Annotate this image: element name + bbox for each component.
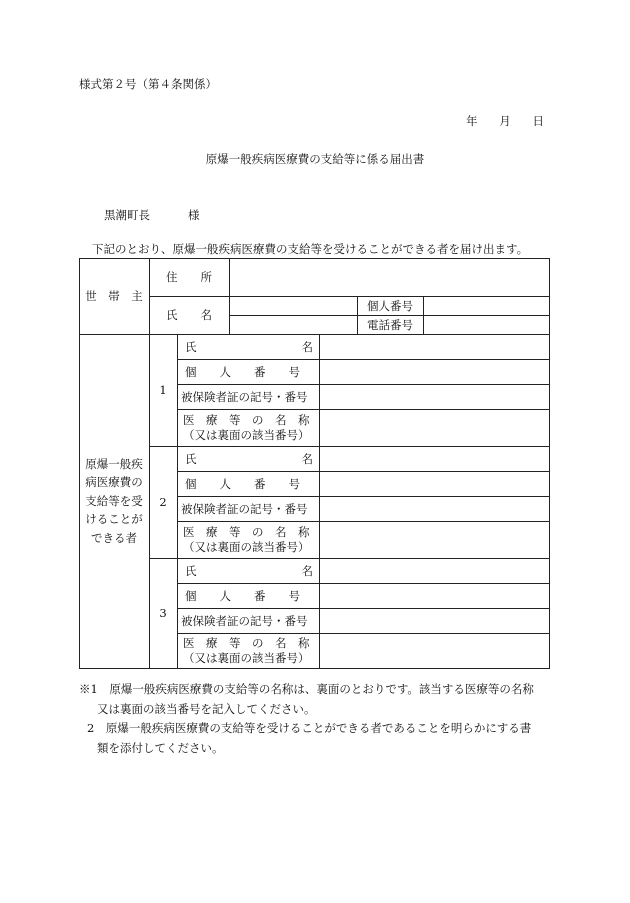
personal-number-label: 個人番号 <box>367 298 413 313</box>
recipient-2-medical-field[interactable] <box>320 522 549 558</box>
recipients-label-line: 病医療費の <box>85 475 143 490</box>
name-label-first: 氏 <box>185 563 197 578</box>
name-label-last: 名 <box>301 339 313 354</box>
recipient-3-insurance-field[interactable] <box>320 609 549 633</box>
recipient-1-number: 1 <box>159 383 167 397</box>
recipient-3-medical-label <box>183 633 319 668</box>
recipient-1-medical-label <box>183 409 319 446</box>
date-month-label: 月 <box>499 114 511 128</box>
medical-label-line2: （又は裏面の該当番号） <box>183 539 310 554</box>
addressee-name: 黒潮町長 <box>104 208 150 222</box>
recipient-2-personal-number-field[interactable] <box>320 472 549 496</box>
note-1-line-2: 又は裏面の該当番号を記入してください。 <box>97 701 316 716</box>
recipients-label-line: できる者 <box>91 530 137 545</box>
name-label-first: 氏 <box>185 339 197 354</box>
notification-table <box>79 258 550 669</box>
note-2-line-1: 2 原爆一般疾病医療費の支給等を受けることができる者であることを明らかにする書 <box>87 721 532 735</box>
medical-label-line1: 医 療 等 の 名 称 <box>183 635 310 650</box>
recipient-3-medical-field[interactable] <box>320 634 549 668</box>
intro-text: 下記のとおり、原爆一般疾病医療費の支給等を受けることができる者を届け出ます。 <box>92 242 529 256</box>
addressee <box>104 207 200 223</box>
householder-name-label: 氏 名 <box>166 308 212 322</box>
note-1-line-1: ※1 原爆一般疾病医療費の支給等の名称は、裏面のとおりです。該当する医療等の名称 <box>79 682 534 696</box>
recipient-3-insurance-label: 被保険者証の記号・番号 <box>181 613 308 628</box>
phone-number-field[interactable] <box>424 316 549 334</box>
notes <box>79 680 553 758</box>
medical-label-line2: （又は裏面の該当番号） <box>183 427 310 442</box>
householder-name-field[interactable] <box>230 297 357 334</box>
recipient-3-personal-number-label: 個 人 番 号 <box>185 588 300 603</box>
address-field[interactable] <box>230 259 549 296</box>
recipients-label-line: 原爆一般疾 <box>85 456 143 471</box>
recipient-2-name-label <box>185 446 313 471</box>
phone-number-label: 電話番号 <box>367 317 413 332</box>
date-line <box>466 113 544 129</box>
recipient-1-personal-number-label: 個 人 番 号 <box>185 364 300 379</box>
name-label-first: 氏 <box>185 451 197 466</box>
recipient-1-medical-field[interactable] <box>320 410 549 446</box>
note-2-line-2: 類を添付してください。 <box>97 740 224 755</box>
recipient-3-name-field[interactable] <box>320 559 549 583</box>
recipient-1-insurance-label: 被保険者証の記号・番号 <box>181 389 308 404</box>
recipient-2-insurance-label: 被保険者証の記号・番号 <box>181 501 308 516</box>
medical-label-line2: （又は裏面の該当番号） <box>183 650 310 665</box>
recipient-1-name-field[interactable] <box>320 335 549 359</box>
recipient-3-number: 3 <box>159 606 167 620</box>
recipient-2-name-field[interactable] <box>320 447 549 471</box>
address-label: 住 所 <box>166 270 212 284</box>
document-title: 原爆一般疾病医療費の支給等に係る届出書 <box>205 152 425 166</box>
householder-label: 世 帯 主 <box>85 289 143 303</box>
addressee-honorific: 様 <box>188 208 200 222</box>
form-number: 様式第２号（第４条関係） <box>79 77 217 91</box>
medical-label-line1: 医 療 等 の 名 称 <box>183 412 310 427</box>
recipient-1-insurance-field[interactable] <box>320 385 549 409</box>
recipients-label-line: 支給等を受 <box>85 493 143 508</box>
recipient-3-name-label <box>185 558 313 583</box>
name-label-last: 名 <box>301 451 313 466</box>
medical-label-line1: 医 療 等 の 名 称 <box>183 524 310 539</box>
date-year-label: 年 <box>466 114 478 128</box>
recipient-1-name-label <box>185 334 313 359</box>
householder-personal-number-field[interactable] <box>424 297 549 315</box>
recipient-2-personal-number-label: 個 人 番 号 <box>185 476 300 491</box>
recipients-label-line: けることが <box>85 512 143 527</box>
recipient-1-personal-number-field[interactable] <box>320 360 549 384</box>
recipient-2-medical-label <box>183 521 319 558</box>
recipient-3-personal-number-field[interactable] <box>320 584 549 608</box>
name-label-last: 名 <box>301 563 313 578</box>
recipients-label <box>79 334 149 668</box>
date-day-label: 日 <box>532 114 544 128</box>
recipient-2-number: 2 <box>159 495 167 509</box>
recipient-2-insurance-field[interactable] <box>320 497 549 521</box>
